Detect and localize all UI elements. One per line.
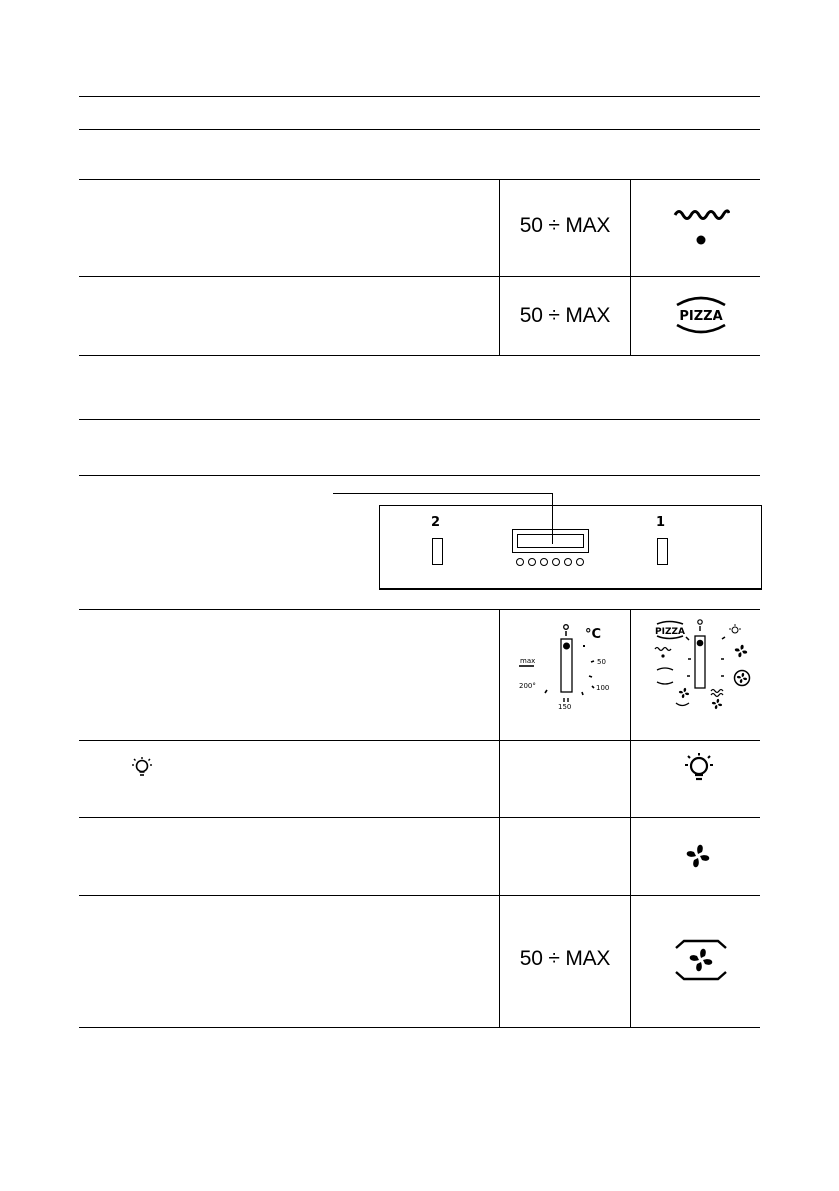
fan-with-heaters-icon <box>672 938 730 987</box>
fan-icon <box>681 839 715 878</box>
dial-unit: °C <box>585 627 602 642</box>
lamp-icon <box>680 752 718 791</box>
rule-5 <box>79 355 760 356</box>
thermostat-dial <box>512 620 617 717</box>
column-divider <box>499 179 500 355</box>
clock-button <box>552 558 560 566</box>
clock-button <box>564 558 572 566</box>
column-divider <box>630 609 631 1027</box>
clock-buttons <box>516 558 596 568</box>
clock-button <box>540 558 548 566</box>
grill-temperature: 50 ÷ MAX <box>519 214 611 237</box>
pizza-icon <box>672 293 730 342</box>
knob-2 <box>432 538 443 565</box>
knob-1-number: 1 <box>656 515 666 530</box>
clock-display <box>512 529 589 553</box>
clock-button <box>528 558 536 566</box>
rule-10 <box>79 817 760 818</box>
rule-3 <box>79 179 760 180</box>
rule-2 <box>79 129 760 130</box>
knob-2-number: 2 <box>431 515 441 530</box>
function-dial-pizza-text: PIZZA <box>655 627 685 637</box>
lamp-icon <box>129 756 155 785</box>
pizza-icon-text: PIZZA <box>679 309 723 324</box>
rule-6 <box>79 419 760 420</box>
rule-7 <box>79 475 760 476</box>
function-dial <box>647 618 759 719</box>
column-divider <box>630 179 631 355</box>
clock-button <box>576 558 584 566</box>
pizza-temperature: 50 ÷ MAX <box>519 304 611 327</box>
scale-label: 50 <box>597 658 606 666</box>
grill-icon <box>672 207 730 256</box>
scale-label: 150 <box>558 703 572 711</box>
rule-9 <box>79 740 760 741</box>
fan-oven-temperature: 50 ÷ MAX <box>519 947 611 970</box>
rule-12 <box>79 1027 760 1028</box>
clock-button <box>516 558 524 566</box>
rule-1 <box>79 96 760 97</box>
oven-control-panel <box>379 505 762 590</box>
panel-base-line <box>381 588 760 590</box>
rule-11 <box>79 895 760 896</box>
rule-8 <box>79 609 760 610</box>
knob-1 <box>657 538 668 565</box>
scale-label: max <box>520 657 536 665</box>
scale-label: 100 <box>596 684 610 692</box>
scale-label: 200° <box>519 682 536 690</box>
rule-4 <box>79 276 760 277</box>
pointer-line <box>333 493 553 495</box>
